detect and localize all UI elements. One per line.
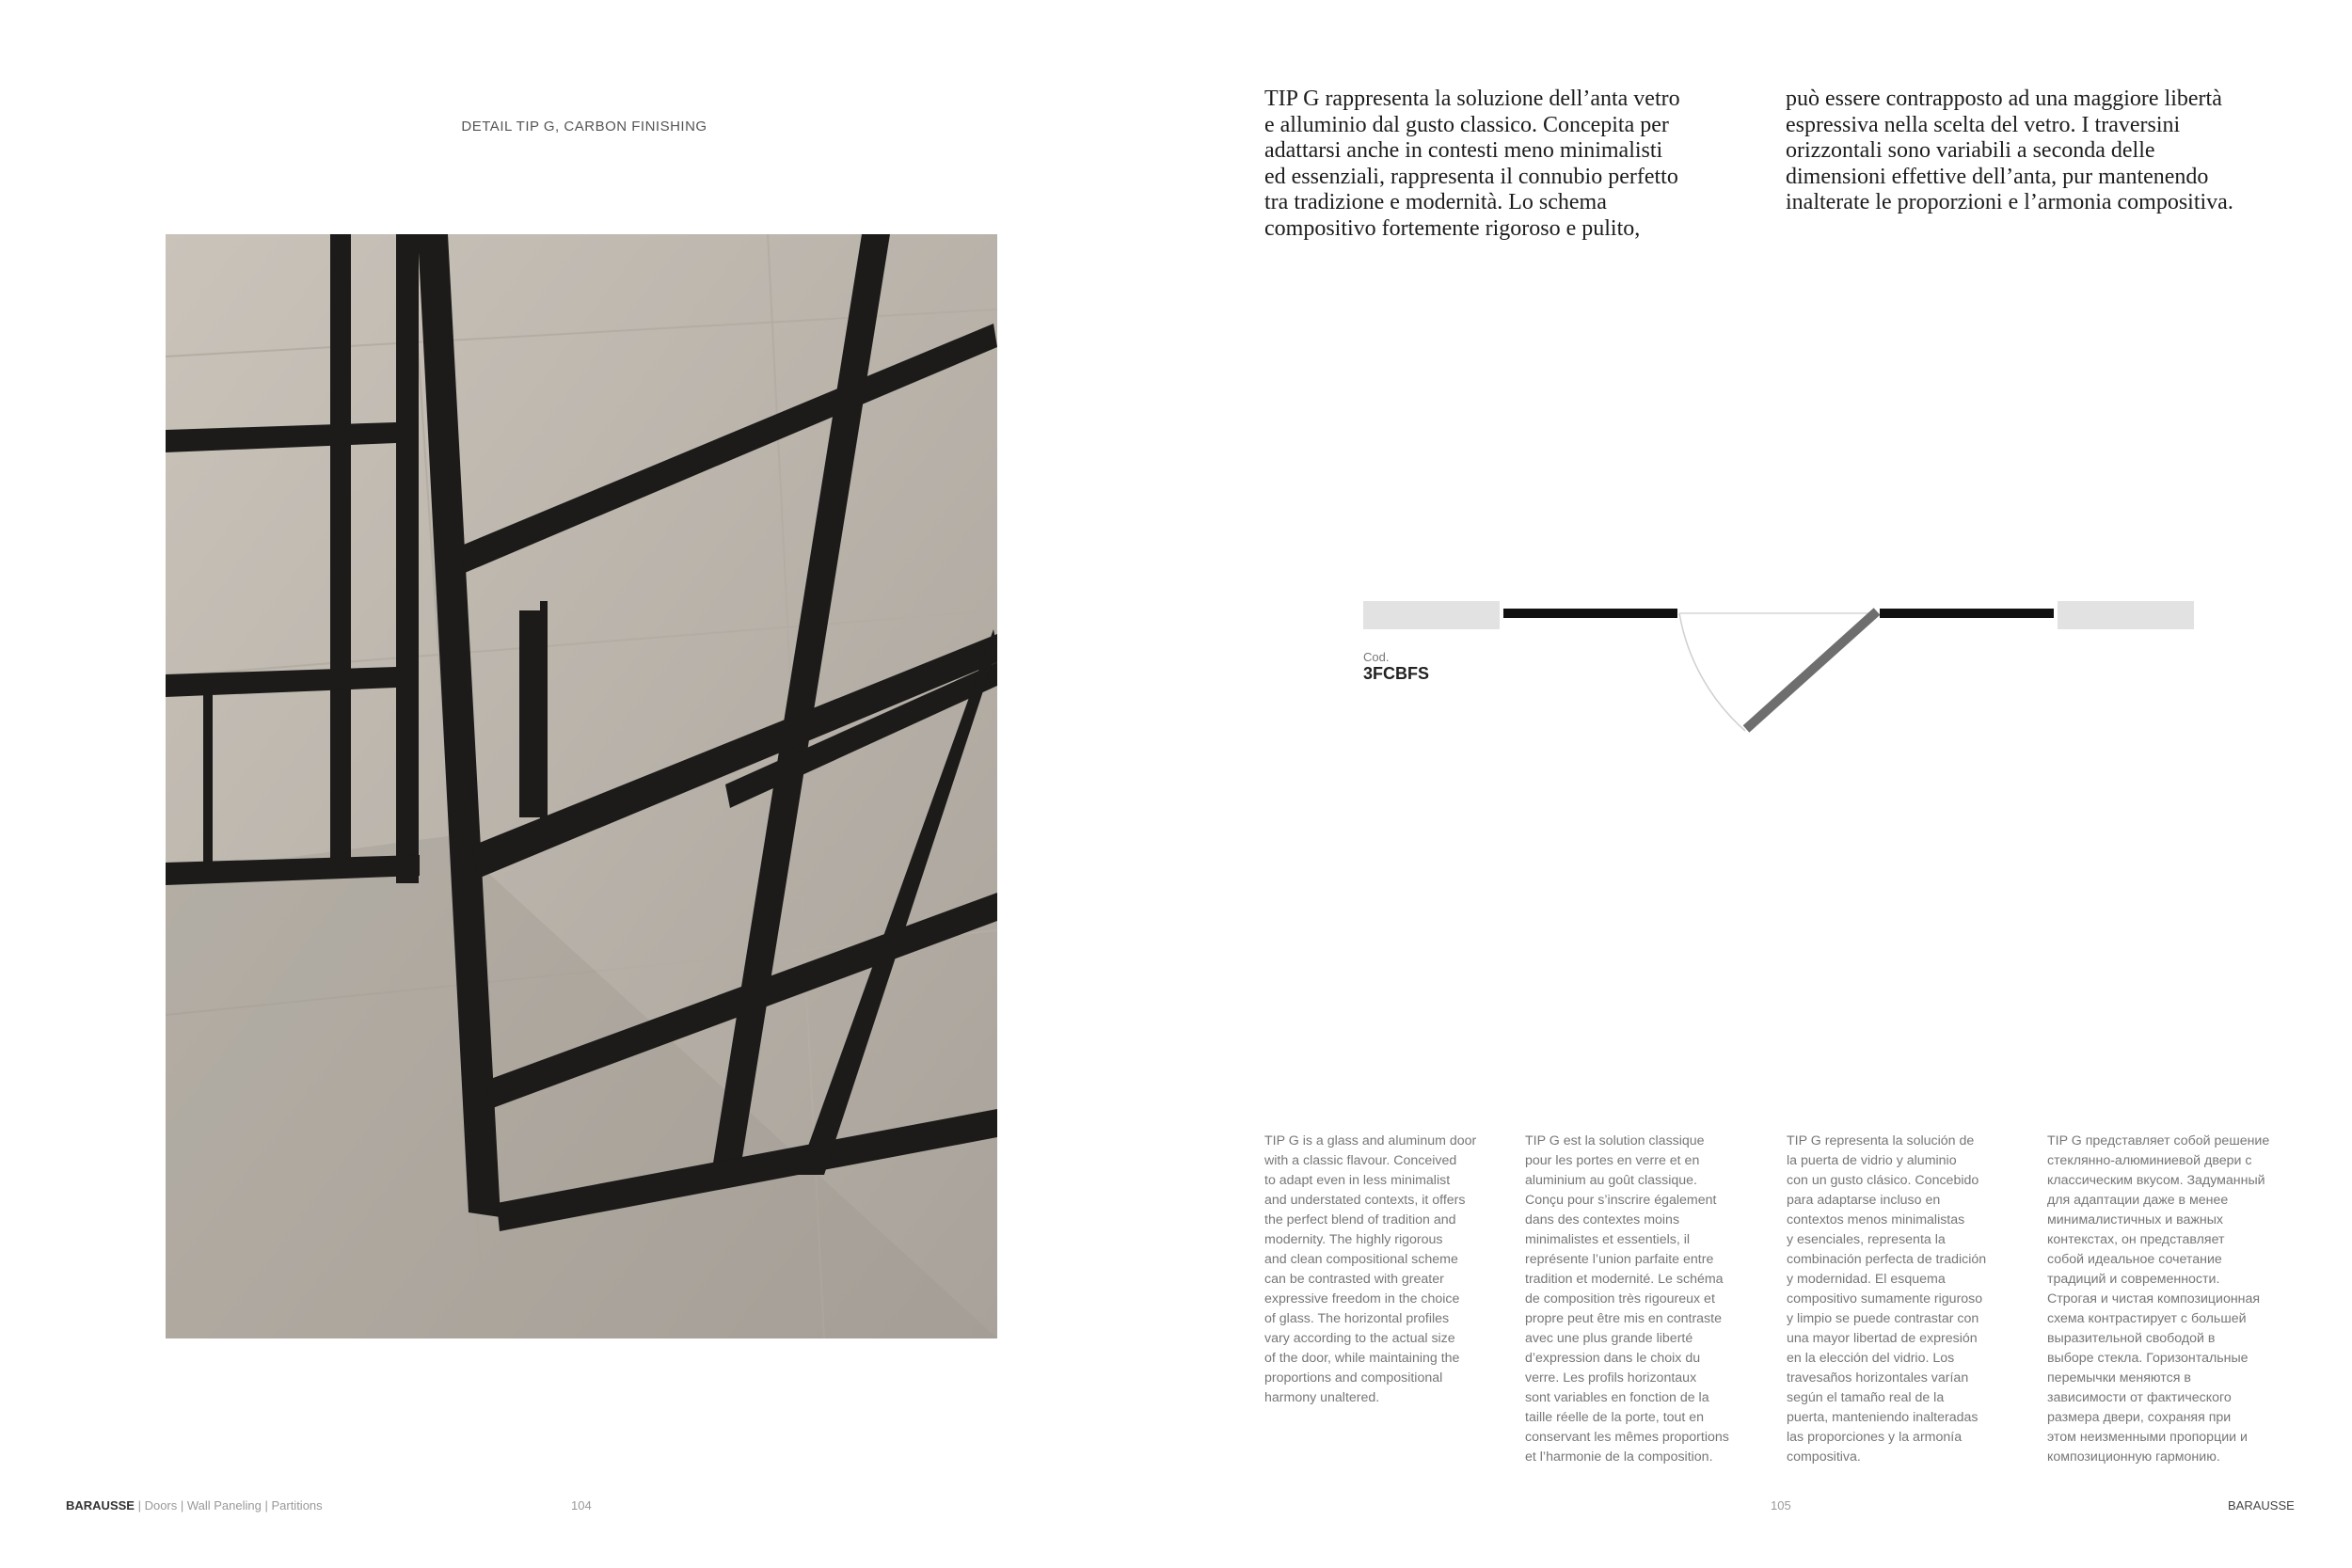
intro-text-column-1: TIP G rappresenta la soluzione dell’anta vetro e alluminio dal gusto classico. Concepita per adattarsi anche in contesti meno minimalisti ed essenziali, rappresenta il connubio perfetto tra tradizione e modernità. Lo schema compositivo fortemente rigoroso e pulito,: [1264, 87, 1680, 241]
fixed-panel-right: [1880, 609, 2054, 618]
wall-right: [2058, 601, 2194, 629]
footer-brand-left: BARAUSSE: [66, 1498, 135, 1513]
door-leaf-open: [1746, 611, 1877, 729]
door-swing-arc: [1679, 613, 1745, 731]
description-russian: TIP G представляет собой решение стеклянно-алюминиевой двери с классическим вкусом. Задуманный для адаптации даже в менее минималистичных и важных контекстах, он представляет собой идеальное сочетание традиций и современности. Строгая и чистая композиционная схема контрастирует с большей выразительной свободой в выборе стекла. Горизонтальные перемычки меняются в зависимости от фактического размера двери, сохраняя при этом неизменными пропорции и композиционную гармонию.: [2047, 1133, 2270, 1465]
code-label: Cod.: [1363, 650, 1390, 664]
wall-left: [1363, 601, 1500, 629]
fixed-panel-left: [1503, 609, 1677, 618]
description-english: TIP G is a glass and aluminum door with a classic flavour. Conceived to adapt even in less minimalist and understated contexts, it offers the perfect blend of tradition and modernity. The highly rigorous and clean compositional scheme can be contrasted with greater expressive freedom in the choice of glass. The horizontal profiles vary according to the actual size of the door, while maintaining the proportions and compositional harmony unaltered.: [1264, 1133, 1477, 1405]
code-value: 3FCBFS: [1363, 664, 1430, 683]
page-number-right: 105: [1771, 1498, 1791, 1513]
photo-caption: DETAIL TIP G, CARBON FINISHING: [461, 119, 707, 135]
door-photo-illustration: [166, 234, 997, 1338]
description-spanish: TIP G representa la solución de la puerta de vidrio y aluminio con un gusto clásico. Concebido para adaptarse incluso en contextos menos minimalistas y esenciales, representa la combinación perfecta de tradición y modernidad. El esquema compositivo sumamente riguroso y limpio se puede contrastar con una mayor libertad de expresión en la elección del vidrio. Los travesaños horizontales varían según el tamaño real de la puerta, manteniendo inalteradas las proporciones y la armonía compositiva.: [1787, 1133, 1987, 1465]
footer-left: [66, 1498, 323, 1513]
door-detail-photo: [166, 234, 997, 1338]
description-french: TIP G est la solution classique pour les portes en verre et en aluminium au goût classique. Conçu pour s’inscrire également dans des contextes moins minimalistes et essentiels, il représente l’union parfaite entre tradition et modernité. Le schéma de composition très rigoureux et propre peut être mis en contraste avec une plus grande liberté d’expression dans le choix du verre. Les profils horizontaux sont variables en fonction de la taille réelle de la porte, tout en conservant les mêmes proportions et l’harmonie de la composition.: [1525, 1133, 1729, 1465]
intro-text-column-2: può essere contrapposto ad una maggiore libertà espressiva nella scelta del vetro. I traversini orizzontali sono variabili a seconda delle dimensioni effettive dell’anta, pur mantenendo inalterate le proporzioni e l’armonia compositiva.: [1786, 87, 2233, 214]
footer-brand-right: BARAUSSE: [2228, 1498, 2295, 1513]
footer-separator: |: [134, 1498, 145, 1513]
door-plan-diagram: [1355, 583, 2201, 743]
page-number-left: 104: [571, 1498, 592, 1513]
footer-breadcrumb: Doors | Wall Paneling | Partitions: [144, 1498, 323, 1513]
